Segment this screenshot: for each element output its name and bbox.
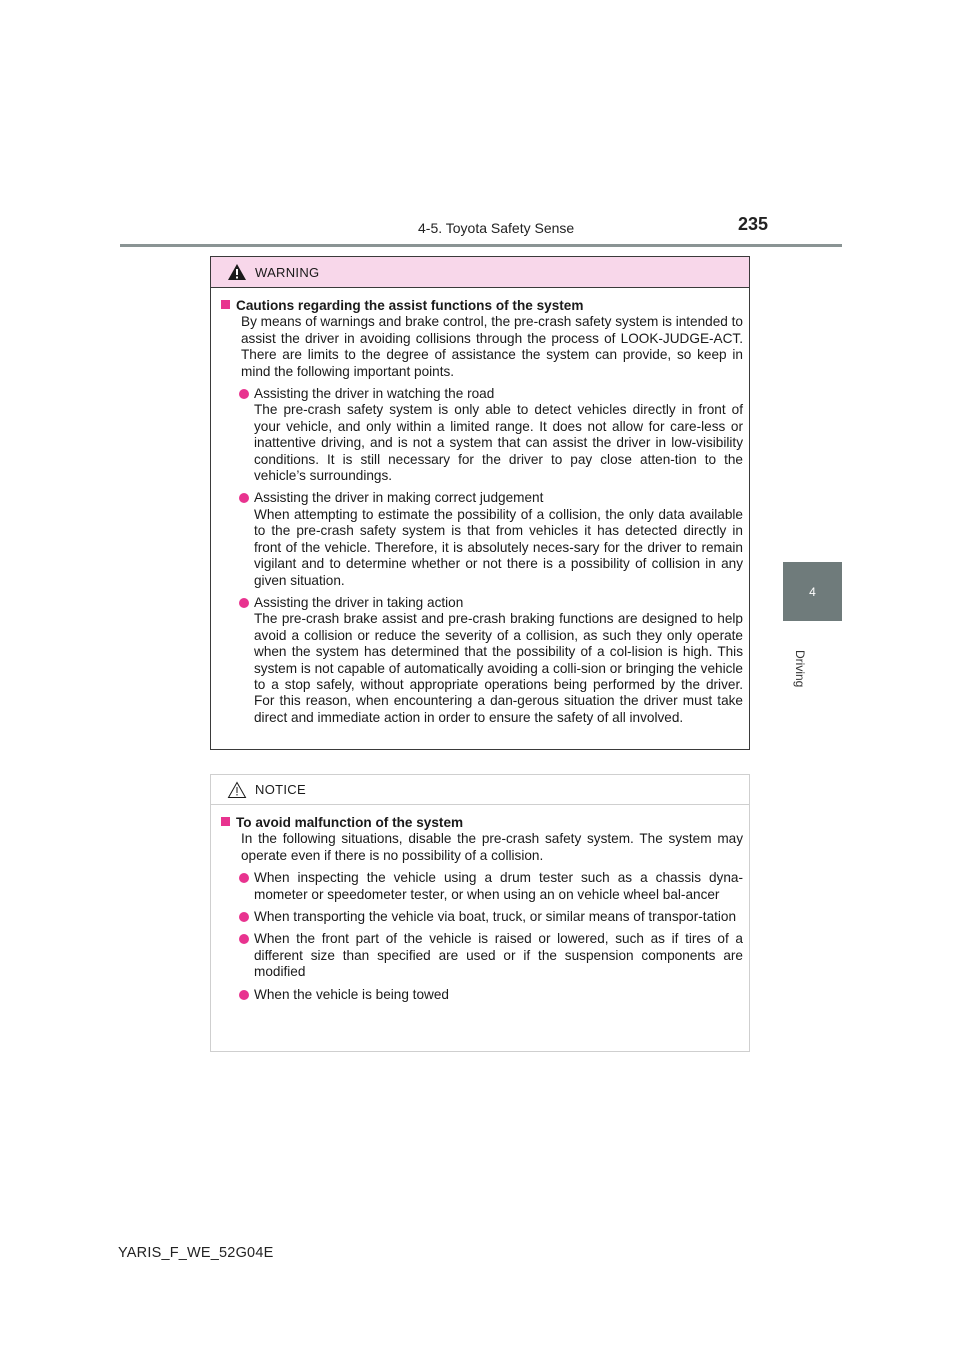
bullet-title: Assisting the driver in watching the road (254, 386, 495, 402)
chapter-tab-label: Driving (793, 650, 807, 688)
square-bullet-icon (221, 300, 230, 309)
list-item (221, 931, 743, 980)
warning-intro: By means of warnings and brake control, the pre-crash safety system is intended to assist the driver in avoiding collisions through the process of LOOK-JUDGE-ACT. There are limits to the degree of assistance the system can provide, so keep in mind the following important points. (241, 314, 743, 379)
bullet-dot-icon (239, 873, 249, 883)
bullet-text: When the vehicle is being towed (254, 986, 449, 1002)
header-rule (120, 244, 842, 247)
bullet-dot-icon (239, 990, 249, 1000)
page-number: 235 (738, 214, 769, 234)
bullet-text: The pre-crash brake assist and pre-crash braking functions are designed to help avoid a collision or reduce the severity of a collision, as such they only operate when the system has determined that the possibility of a col-lision is high. This system is not capable of automatically avoiding a colli-sion or bringing the vehicle to a stop safely, without appropriate operations being performed by the driver. For this reason, when encountering a dan-gerous situation the driver must take direct and immediate action in order to ensure the safety of all involved. (254, 611, 743, 725)
warning-header (211, 257, 749, 288)
bullet-text: When inspecting the vehicle using a drum tester such as a chassis dyna-mometer or speedometer tester, or when using an on vehicle wheel bal-ancer (254, 870, 743, 902)
bullet-text: When transporting the vehicle via boat, truck, or similar means of transpor-tation (254, 909, 737, 925)
notice-heading (221, 815, 743, 831)
bullet-text: When attempting to estimate the possibility of a collision, the only data available to the pre-crash safety system is that from vehicles it has detected directly in front of the vehicle. Therefore, it is absolutely neces-sary for the driver to remain vigilant and to determine whether or not there is a possibility of collision in any given situation. (254, 506, 743, 588)
bullet-title: Assisting the driver in making correct judgement (254, 490, 544, 506)
bullet-dot-icon (239, 493, 249, 503)
section-title: 4-5. Toyota Safety Sense (418, 220, 575, 236)
bullet-dot-icon (239, 934, 249, 944)
square-bullet-icon (221, 817, 230, 826)
warning-icon (227, 263, 247, 281)
notice-heading-text: To avoid malfunction of the system (236, 815, 464, 830)
notice-header (211, 775, 749, 805)
list-item (221, 870, 743, 903)
warning-heading (221, 298, 743, 314)
warning-body (211, 288, 749, 726)
bullet-title: Assisting the driver in taking action (254, 594, 464, 610)
list-item (221, 987, 743, 1003)
warning-box (210, 256, 750, 750)
list-item (221, 490, 743, 588)
bullet-text: The pre-crash safety system is only able to detect vehicles directly in front of your vehicle, and only within a limited range. It does not allow for care-less or inattentive driving, and is not a system that can assist the driver in low-visibility conditions. It is still necessary for the driver to pay close atten-tion to the vehicle’s surroundings. (254, 402, 743, 484)
notice-intro: In the following situations, disable the pre-crash safety system. The system may operate even if there is no possibility of a collision. (241, 831, 743, 863)
list-item (221, 595, 743, 726)
document-code: YARIS_F_WE_52G04E (118, 1245, 274, 1261)
caution-outline-icon (227, 781, 247, 799)
bullet-text: When the front part of the vehicle is raised or lowered, such as if tires of a different size than specified are used or if the suspension components are modified (254, 931, 743, 980)
list-item (221, 386, 743, 484)
chapter-tab[interactable]: 4 (783, 562, 842, 621)
notice-box (210, 774, 750, 1052)
notice-label: NOTICE (255, 782, 306, 797)
bullet-dot-icon (239, 389, 249, 399)
bullet-dot-icon (239, 912, 249, 922)
notice-body (211, 805, 749, 1003)
bullet-dot-icon (239, 598, 249, 608)
list-item (221, 909, 743, 925)
warning-label: WARNING (255, 264, 320, 280)
warning-heading-text: Cautions regarding the assist functions of the system (236, 298, 584, 313)
